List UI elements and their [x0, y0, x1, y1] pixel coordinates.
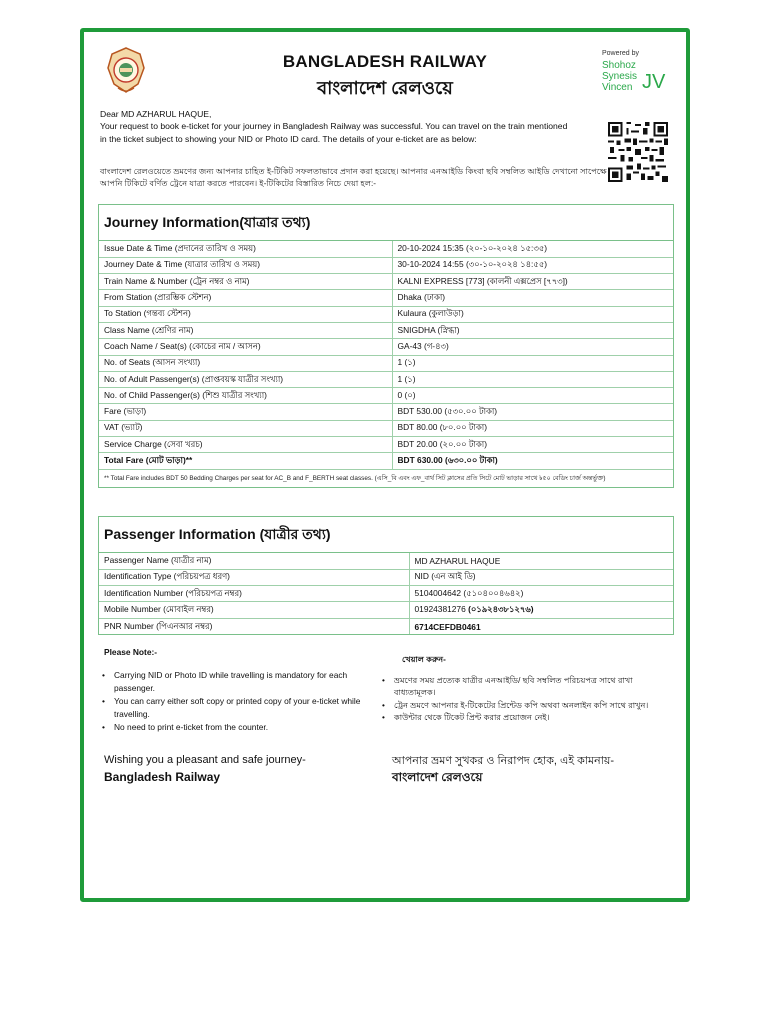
note-item-text: You can carry either soft copy or printed copy of your e-ticket while travelling.	[114, 696, 361, 719]
note-item	[104, 669, 384, 695]
passenger-row	[99, 553, 673, 569]
passenger-row	[99, 602, 673, 618]
passenger-row-value: 01924381276	[414, 604, 466, 615]
journey-row-value: 1 (১)	[392, 371, 673, 387]
journey-row-label: Journey Date & Time (যাত্রার তারিখ ও সময়)	[99, 257, 392, 273]
journey-row-label: Train Name & Number (ট্রেন নম্বর ও নাম)	[99, 274, 392, 290]
journey-row	[99, 306, 673, 322]
journey-row	[99, 322, 673, 338]
note-bn-item: • ট্রেন ভ্রমণে আপনার ই-টিকেটের প্রিন্টেড কপি অথবা অনলাইন কপি সাথে রাখুন।	[384, 700, 674, 713]
journey-row-value: Kulaura (কুলাউড়া)	[392, 306, 673, 322]
intro-bn-line-1: বাংলাদেশ রেলওয়েতে ভ্রমণের জন্য আপনার চাহিত ই-টিকিট সফলতাভাবে প্রদান করা হয়েছে। আপনার এনআইডি কিংবা ছবি সম্বলিত আইডি দেখানো সাপেক্ষে	[100, 167, 607, 176]
journey-row	[99, 257, 673, 273]
railway-title-en: BANGLADESH RAILWAY	[282, 52, 488, 71]
journey-row-label: VAT (ভ্যাট)	[99, 420, 392, 436]
passenger-information-title: Passenger Information (যাত্রীর তথ্য)	[99, 517, 673, 553]
passenger-row	[99, 586, 673, 602]
greeting: Dear MD AZHARUL HAQUE,	[100, 109, 212, 119]
journey-row-value: 20-10-2024 15:35 (২০-১০-২০২৪ ১৫:৩৫)	[392, 241, 673, 257]
passenger-row-value: NID (এন আই ডি)	[414, 571, 476, 582]
journey-row-value: Dhaka (ঢাকা)	[392, 290, 673, 306]
passenger-row-value-cell	[409, 569, 673, 585]
passenger-row-value-cell	[409, 618, 673, 634]
journey-row-label: No. of Adult Passenger(s) (প্রাপ্তবয়স্ক যাত্রীর সংখ্যা)	[99, 371, 392, 387]
total-fare-label: Total Fare (মোট ভাড়া)**	[99, 453, 392, 469]
brand-jv: JV	[642, 71, 666, 93]
journey-row-value: BDT 20.00 (২০.০০ টাকা)	[392, 437, 673, 453]
note-item-text: Carrying NID or Photo ID while travelling is mandatory for each passenger.	[114, 670, 348, 693]
total-fare-value: BDT 630.00 (৬৩০.০০ টাকা)	[397, 455, 498, 466]
journey-row-label: Coach Name / Seat(s) (কোচের নাম / আসন)	[99, 339, 392, 355]
closing-signature-bn: বাংলাদেশ রেলওয়ে	[392, 770, 483, 784]
please-note-list	[104, 669, 384, 734]
please-note-en	[104, 646, 384, 734]
journey-row-label: Issue Date & Time (প্রদানের তারিখ ও সময়)	[99, 241, 392, 257]
journey-row-value: KALNI EXPRESS [773] (কালনী এক্সপ্রেস [৭৭৩])	[392, 274, 673, 290]
passenger-row-value: 6714CEFDB0461	[414, 621, 481, 632]
journey-row-value: 0 (০)	[392, 388, 673, 404]
please-note-bn-title: খেয়াল করুন-	[402, 655, 446, 664]
please-note-bn	[384, 654, 674, 725]
please-note-title: Please Note:-	[104, 647, 158, 657]
intro-text-bn	[100, 166, 610, 191]
passenger-row-value-bn: (০১৯২৪৩৮১২৭৬)	[468, 604, 534, 615]
journey-row-value: BDT 80.00 (৮০.০০ টাকা)	[392, 420, 673, 436]
intro-line-1: Your request to book e-ticket for your journey in Bangladesh Railway was successful. You can travel on the train mentioned	[100, 121, 568, 132]
journey-row	[99, 371, 673, 387]
journey-row-value: 30-10-2024 14:55 (৩০-১০-২০২৪ ১৪:৫৫)	[392, 257, 673, 273]
journey-row-label: Class Name (শ্রেণির নাম)	[99, 322, 392, 338]
brand-line-2: Synesis	[602, 71, 638, 82]
powered-by-block	[602, 50, 672, 93]
passenger-row-label: Mobile Number (মোবাইল নম্বর)	[99, 602, 409, 618]
qr-code-icon	[608, 122, 668, 182]
brand-logo	[602, 60, 672, 93]
passenger-row-label: PNR Number (পিএনআর নম্বর)	[99, 618, 409, 634]
passenger-row-value: MD AZHARUL HAQUE	[414, 555, 501, 566]
fare-footnote: ** Total Fare includes BDT 50 Bedding Charges per seat for AC_B and F_BERTH seat classes. (এসি_বি এবং এফ_বার্থ সিট ক্লাসের প্রতি সিটে মোট ভাড়ার সাথে ৳৫০ বেডিং চার্জ অন্তর্ভুক্ত)	[99, 469, 673, 487]
powered-by-label: Powered by	[602, 50, 639, 57]
journey-information-section	[98, 204, 674, 488]
passenger-row-value-cell	[409, 586, 673, 602]
passenger-row-value-cell	[409, 602, 673, 618]
brand-names	[602, 60, 637, 93]
please-note-bn-list	[384, 675, 674, 725]
journey-row-label: Service Charge (সেবা খরচ)	[99, 437, 392, 453]
note-item-text: No need to print e-ticket from the counter.	[114, 722, 269, 732]
passenger-row-label: Passenger Name (যাত্রীর নাম)	[99, 553, 409, 569]
brand-line-3: Vincen	[602, 82, 633, 93]
journey-row-label: From Station (প্রারম্ভিক স্টেশন)	[99, 290, 392, 306]
journey-information-table	[99, 241, 673, 469]
passenger-row-label: Identification Type (পরিচয়পত্র ধরণ)	[99, 569, 409, 585]
passenger-row	[99, 618, 673, 634]
passenger-information-section	[98, 516, 674, 635]
passenger-row	[99, 569, 673, 585]
journey-row	[99, 241, 673, 257]
journey-row	[99, 290, 673, 306]
passenger-row-value: 5104004642 (৫১০৪০০৪৬৪২)	[414, 587, 524, 598]
passenger-row-value-cell	[409, 553, 673, 569]
journey-row	[99, 404, 673, 420]
closing-signature-en: Bangladesh Railway	[104, 770, 221, 784]
note-bn-item: • ভ্রমণের সময় প্রত্যেক যাত্রীর এনআইডি/ ছবি সম্বলিত পরিচয়পত্র সাথে রাখা বাধ্যতামূলক।	[384, 675, 674, 700]
journey-row-label: No. of Seats (আসন সংখ্যা)	[99, 355, 392, 371]
e-ticket	[80, 28, 690, 902]
note-item	[104, 721, 384, 734]
intro-text-en	[100, 108, 610, 145]
intro-line-2: in the ticket subject to showing your NID or Photo ID card. The details of your e-ticket are as below:	[100, 133, 477, 144]
journey-row-label: To Station (গন্তব্য স্টেশন)	[99, 306, 392, 322]
journey-row-value: GA-43 (গ-৪৩)	[392, 339, 673, 355]
journey-row-label: Fare (ভাড়া)	[99, 404, 392, 420]
journey-row-value: BDT 530.00 (৫৩০.০০ টাকা)	[392, 404, 673, 420]
railway-title-bn: বাংলাদেশ রেলওয়ে	[317, 78, 453, 98]
closing-wish-bn: আপনার ভ্রমণ সুখকর ও নিরাপদ হোক, এই কামনায়-	[392, 755, 615, 767]
journey-row	[99, 355, 673, 371]
journey-row	[99, 388, 673, 404]
journey-row-value: 1 (১)	[392, 355, 673, 371]
brand-line-1: Shohoz	[602, 60, 636, 71]
journey-row	[99, 274, 673, 290]
journey-row	[99, 339, 673, 355]
passenger-information-table	[99, 553, 673, 634]
note-bn-item: • কাউন্টার থেকে টিকেট প্রিন্ট করার প্রয়োজন নেই।	[384, 712, 674, 725]
journey-total-row	[99, 453, 673, 469]
passenger-row-label: Identification Number (পরিচয়পত্র নম্বর)	[99, 586, 409, 602]
closing-wish-en: Wishing you a pleasant and safe journey-	[104, 754, 306, 766]
journey-row	[99, 437, 673, 453]
intro-bn-line-2: আপনি টিকিটে বর্ণিত ট্রেনে যাত্রা করতে পারবেন। ই-টিকিটের বিস্তারিত নিচে দেয়া হল:-	[100, 179, 376, 189]
journey-row-value: SNIGDHA (স্নিগ্ধা)	[392, 322, 673, 338]
journey-row	[99, 420, 673, 436]
journey-information-title: Journey Information(যাত্রার তথ্য)	[99, 205, 673, 241]
note-item	[104, 695, 384, 721]
journey-row-label: No. of Child Passenger(s) (শিশু যাত্রীর সংখ্যা)	[99, 388, 392, 404]
